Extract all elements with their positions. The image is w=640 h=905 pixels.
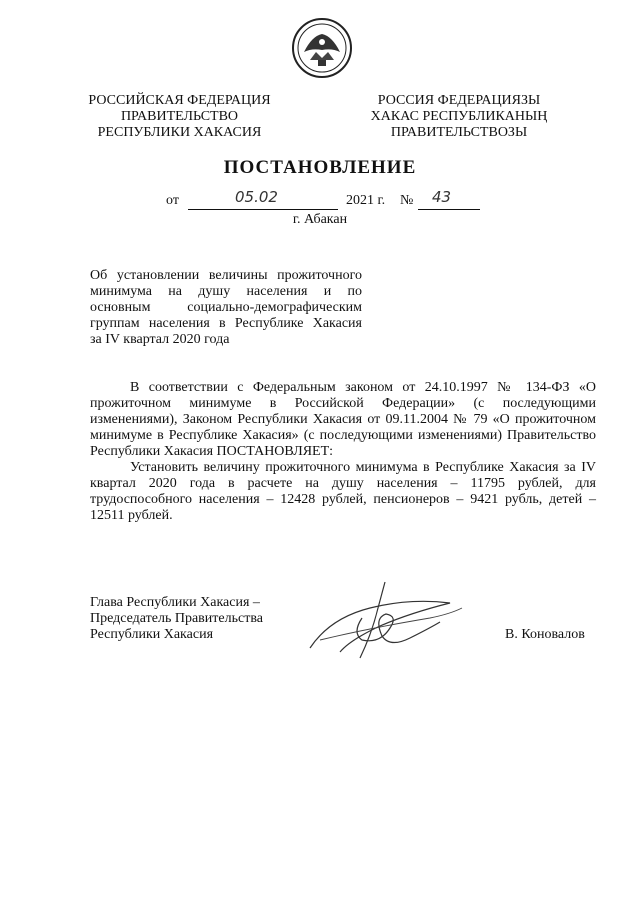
subject-line: группам населения в Республике Хакасия [90, 316, 362, 331]
header-left-block [88, 93, 271, 141]
subject-line: Об установлении величины прожиточного [90, 268, 362, 283]
header-left-line: РЕСПУБЛИКИ ХАКАСИЯ [97, 125, 262, 140]
header-left-line: РОССИЙСКАЯ ФЕДЕРАЦИЯ [88, 93, 271, 108]
body-paragraph-resolution: Установить величину прожиточного минимума в Республике Хакасия за IV квартал 2020 года в расчете на душу населения – 11795 рублей, для трудоспособного населения – 12428 рублей, пенсионеров – 9421 рубль, детей – 12511 рублей. [90, 460, 596, 523]
signatory-role [90, 595, 310, 643]
header-right-line: ХАКАС РЕСПУБЛИКАНЫҢ [370, 109, 548, 124]
coat-of-arms-emblem [290, 16, 354, 80]
body-paragraph-preamble: В соответствии с Федеральным законом от 24.10.1997 № 134-ФЗ «О прожиточном минимуме в Российской Федерации» (с последующими изменениями), Законом Республики Хакасия от 09.11.2004 № 79 «О прожиточном минимуме в Республике Хакасия» (с последующими изменениями) Правительство Республики Хакасия ПОСТАНОВЛЯЕТ: [90, 380, 596, 459]
signatory-role-line: Председатель Правительства [90, 611, 263, 626]
header-right-line: РОССИЯ ФЕДЕРАЦИЯЗЫ [377, 93, 541, 108]
subject-block [90, 268, 362, 348]
year-label: 2021 г. [346, 193, 386, 208]
header-right-block [370, 93, 548, 141]
subject-line: за IV квартал 2020 года [90, 332, 230, 347]
document-title: ПОСТАНОВЛЕНИЕ [223, 157, 417, 178]
number-label: № [400, 193, 414, 208]
subject-line: минимума на душу населения и по [90, 284, 362, 299]
date-number-line [150, 188, 490, 213]
city-label: г. Абакан [292, 212, 348, 227]
decree-body [90, 380, 596, 524]
handwritten-signature [290, 578, 470, 673]
header-right-line: ПРАВИТЕЛЬСТВОЗЫ [390, 125, 528, 140]
date-from-label: от [166, 193, 179, 208]
header-left-line: ПРАВИТЕЛЬСТВО [120, 109, 239, 124]
date-handwritten: 05.02 [235, 188, 278, 206]
signatory-name: В. Коновалов [505, 627, 585, 642]
number-handwritten: 43 [432, 188, 452, 206]
signatory-role-line: Глава Республики Хакасия – [90, 595, 260, 610]
subject-line: основным социально-демографическим [90, 300, 362, 315]
signatory-role-line: Республики Хакасия [90, 627, 214, 642]
